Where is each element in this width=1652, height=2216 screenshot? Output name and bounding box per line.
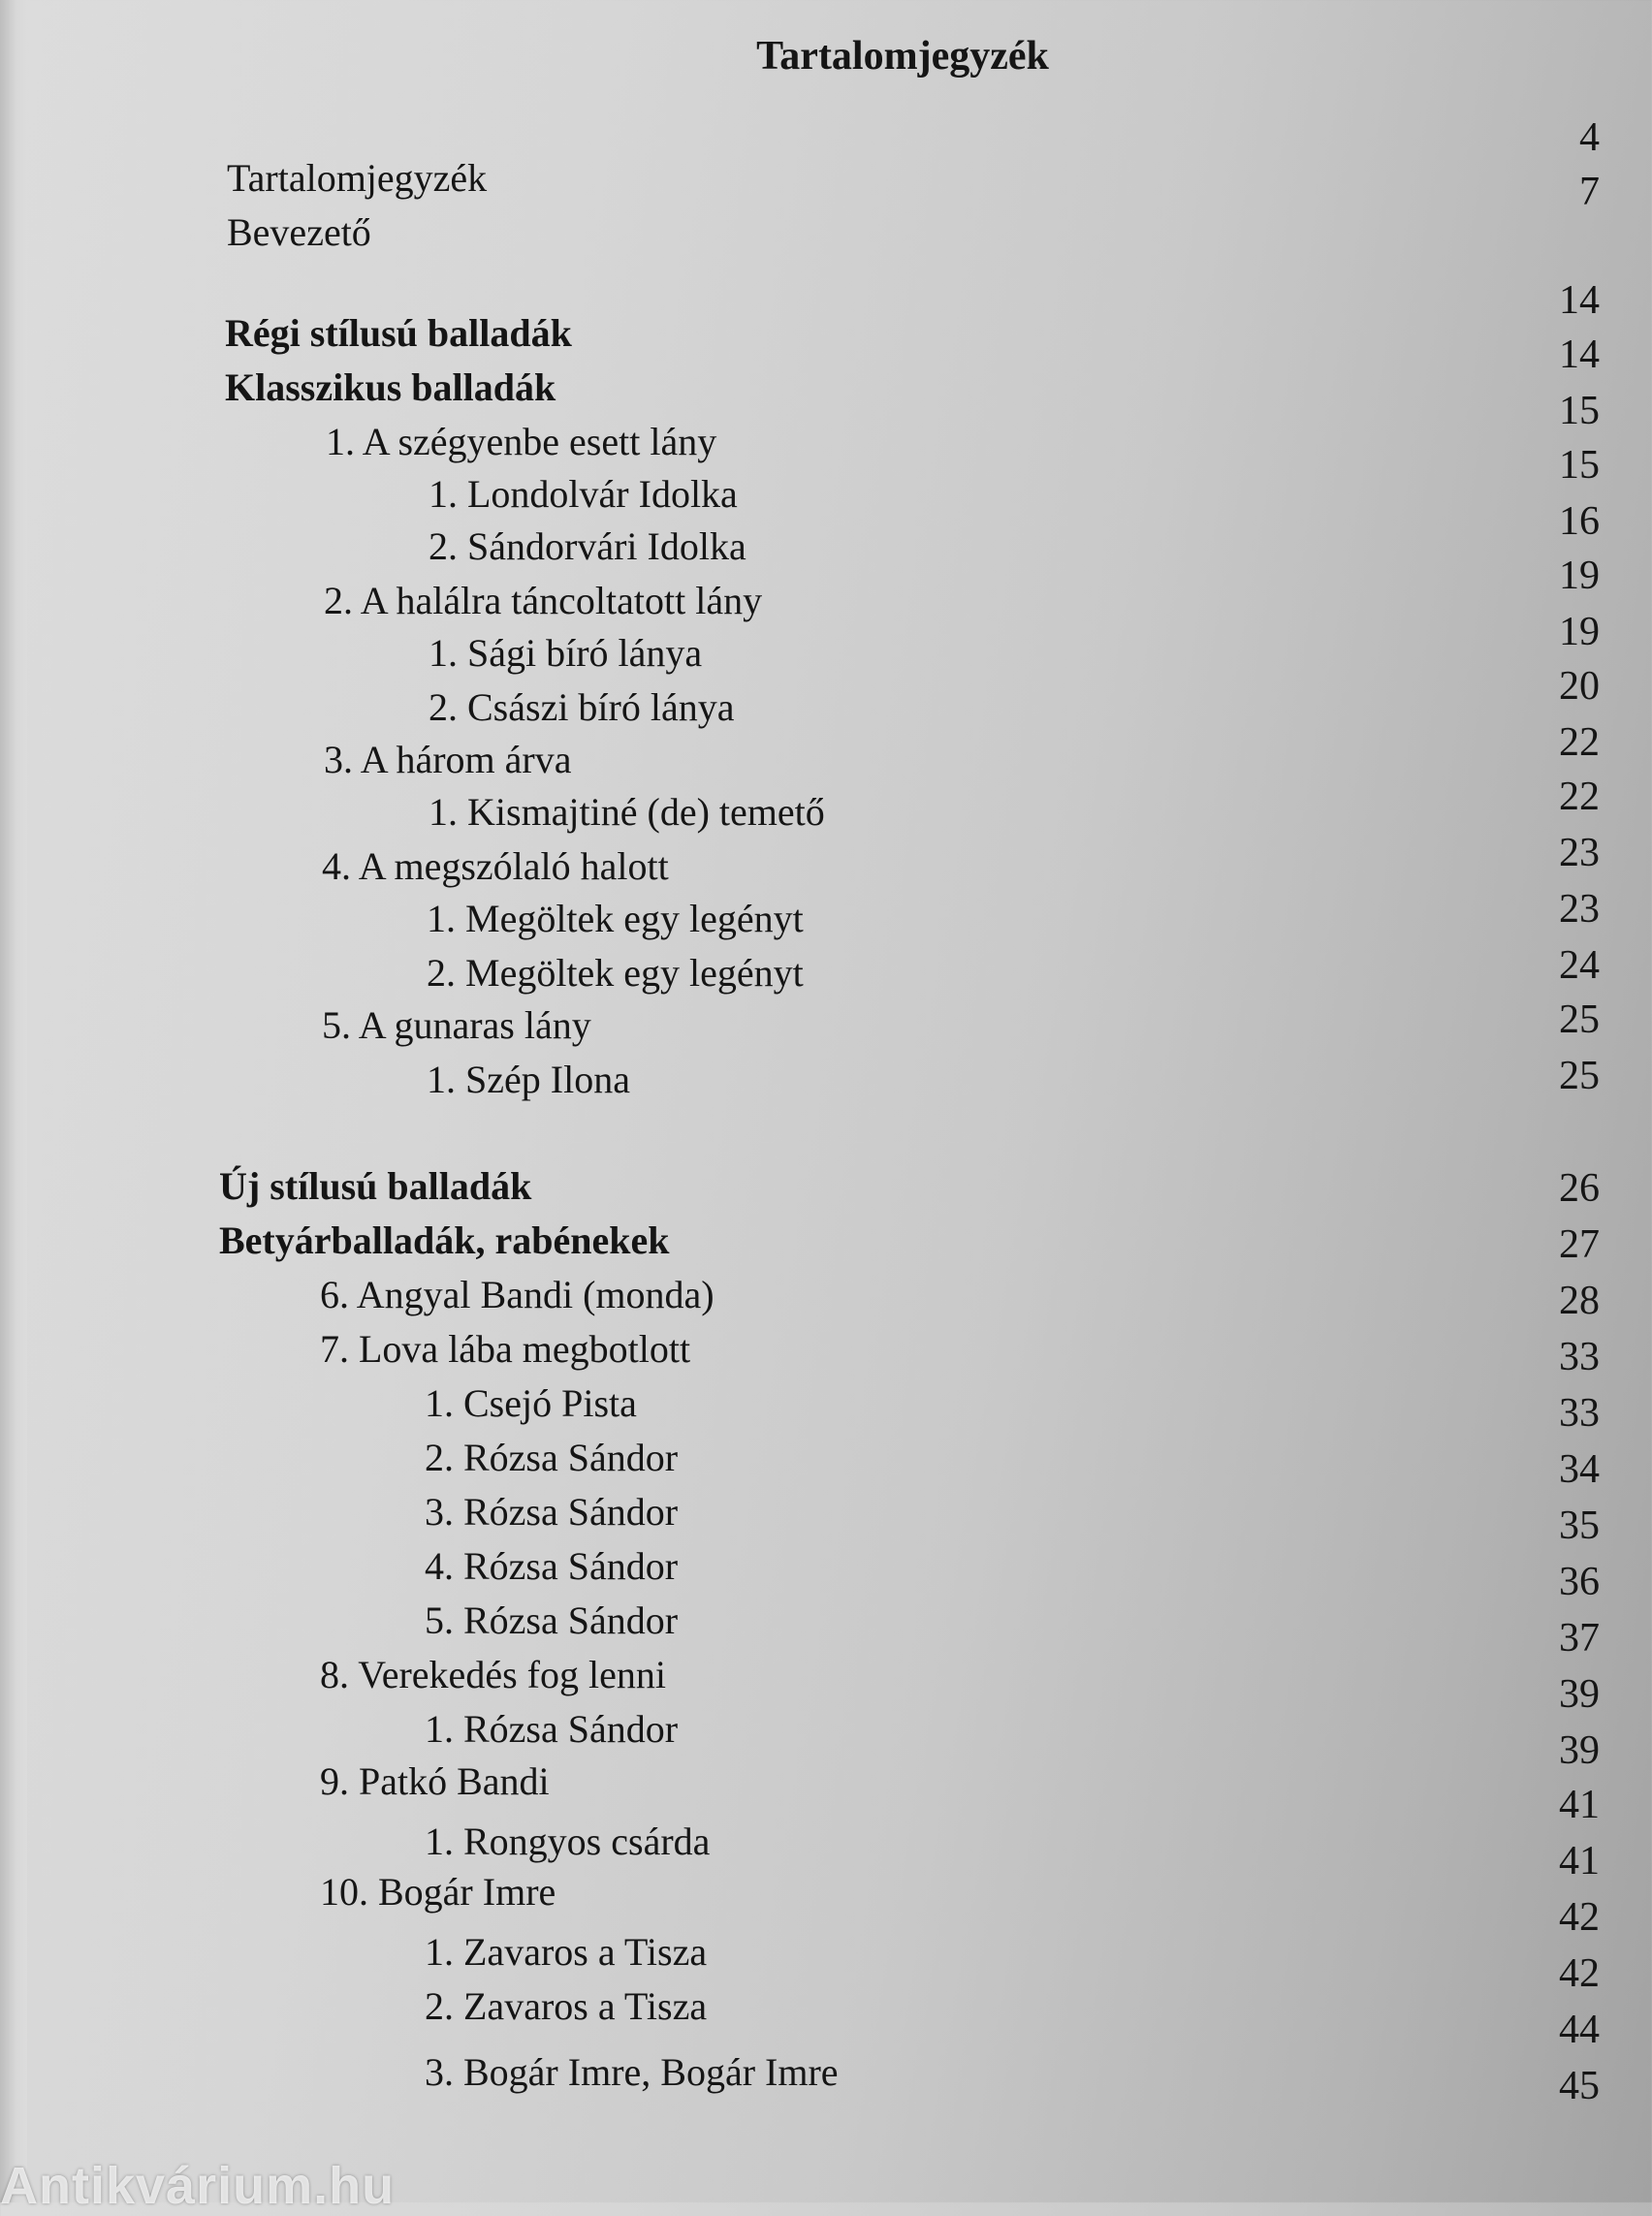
page-number: 15 [1559, 443, 1600, 488]
toc-entry: 9. Patkó Bandi [320, 1759, 550, 1803]
toc-entry: 5. A gunaras lány [322, 1003, 591, 1047]
toc-entry: 3. Rózsa Sándor [425, 1490, 679, 1534]
toc-entry: Tartalomjegyzék [227, 156, 488, 200]
toc-entry: 1. Szép Ilona [427, 1058, 630, 1101]
page-number: 35 [1559, 1504, 1600, 1548]
page-number: 41 [1559, 1783, 1600, 1827]
toc-entry: 4. A megszólaló halott [322, 844, 669, 888]
toc-entry: 4. Rózsa Sándor [425, 1544, 679, 1588]
page-number: 25 [1559, 1054, 1600, 1098]
toc-section-heading: Régi stílusú balladák [225, 311, 572, 355]
page-number: 44 [1559, 2008, 1600, 2052]
page-number: 7 [1579, 170, 1600, 214]
toc-entry: 2. Sándorvári Idolka [429, 524, 747, 568]
watermark: Antikvárium.hu [0, 2157, 396, 2215]
page-number: 24 [1559, 943, 1600, 988]
toc-entry: 7. Lova lába megbotlott [320, 1327, 691, 1371]
page-number: 41 [1559, 1839, 1600, 1884]
toc-entry: 1. Sági bíró lánya [429, 631, 703, 675]
toc-section-heading: Klasszikus balladák [225, 365, 556, 409]
page-number: 23 [1559, 831, 1600, 875]
toc-section-heading: Betyárballadák, rabénekek [219, 1219, 670, 1262]
toc-entry: 2. A halálra táncoltatott lány [324, 579, 763, 622]
page-number: 33 [1559, 1391, 1600, 1436]
toc-entry: 1. Kismajtiné (de) temető [429, 790, 825, 834]
toc-entry: 1. Rózsa Sándor [425, 1707, 679, 1751]
page-number: 42 [1559, 1895, 1600, 1940]
page-number: 19 [1559, 554, 1600, 598]
toc-entry: 1. Londolvár Idolka [429, 472, 738, 516]
page-number: 39 [1559, 1728, 1600, 1773]
page-number: 27 [1559, 1222, 1600, 1267]
page-number: 25 [1559, 997, 1600, 1042]
page-number: 22 [1559, 775, 1600, 819]
toc-entry: 1. Megöltek egy legényt [427, 897, 804, 940]
page-number: 34 [1559, 1447, 1600, 1492]
page-number: 42 [1559, 1951, 1600, 1996]
page-number: 16 [1559, 499, 1600, 544]
page-number: 14 [1559, 332, 1600, 377]
page-number: 20 [1559, 664, 1600, 709]
toc-entry: 1. Csejó Pista [425, 1381, 637, 1425]
page-number: 36 [1559, 1560, 1600, 1604]
page-number: 28 [1559, 1279, 1600, 1323]
toc-entry: 2. Zavaros a Tisza [425, 1984, 708, 2028]
page-number: 15 [1559, 389, 1600, 433]
page-title: Tartalomjegyzék [756, 34, 1049, 79]
toc-entry: 1. Rongyos csárda [425, 1820, 711, 1863]
toc-entry: 5. Rózsa Sándor [425, 1599, 679, 1642]
toc-entry: 2. Rózsa Sándor [425, 1436, 679, 1479]
page-edge [0, 0, 27, 2202]
page-number: 23 [1559, 887, 1600, 932]
page-number: 26 [1559, 1166, 1600, 1211]
toc-entry: 10. Bogár Imre [320, 1870, 556, 1914]
page-number: 14 [1559, 278, 1600, 323]
toc-entry: 3. Bogár Imre, Bogár Imre [425, 2050, 839, 2094]
toc-entry: 2. Megöltek egy legényt [427, 951, 804, 995]
toc-entry: 8. Verekedés fog lenni [320, 1653, 666, 1696]
toc-section-heading: Új stílusú balladák [219, 1164, 532, 1208]
page-number: 39 [1559, 1672, 1600, 1717]
toc-entry: 3. A három árva [324, 738, 572, 781]
toc-entry: 1. A szégyenbe esett lány [326, 420, 717, 463]
toc-entry: 2. Császi bíró lánya [429, 685, 735, 729]
toc-entry: Bevezető [227, 210, 371, 254]
page-number: 33 [1559, 1335, 1600, 1379]
toc-entry: 1. Zavaros a Tisza [425, 1930, 708, 1974]
page-number: 19 [1559, 610, 1600, 654]
page-number: 22 [1559, 720, 1600, 765]
page-number: 4 [1579, 115, 1600, 160]
toc-entry: 6. Angyal Bandi (monda) [320, 1273, 715, 1316]
page-number: 37 [1559, 1616, 1600, 1661]
page-number: 45 [1559, 2064, 1600, 2108]
